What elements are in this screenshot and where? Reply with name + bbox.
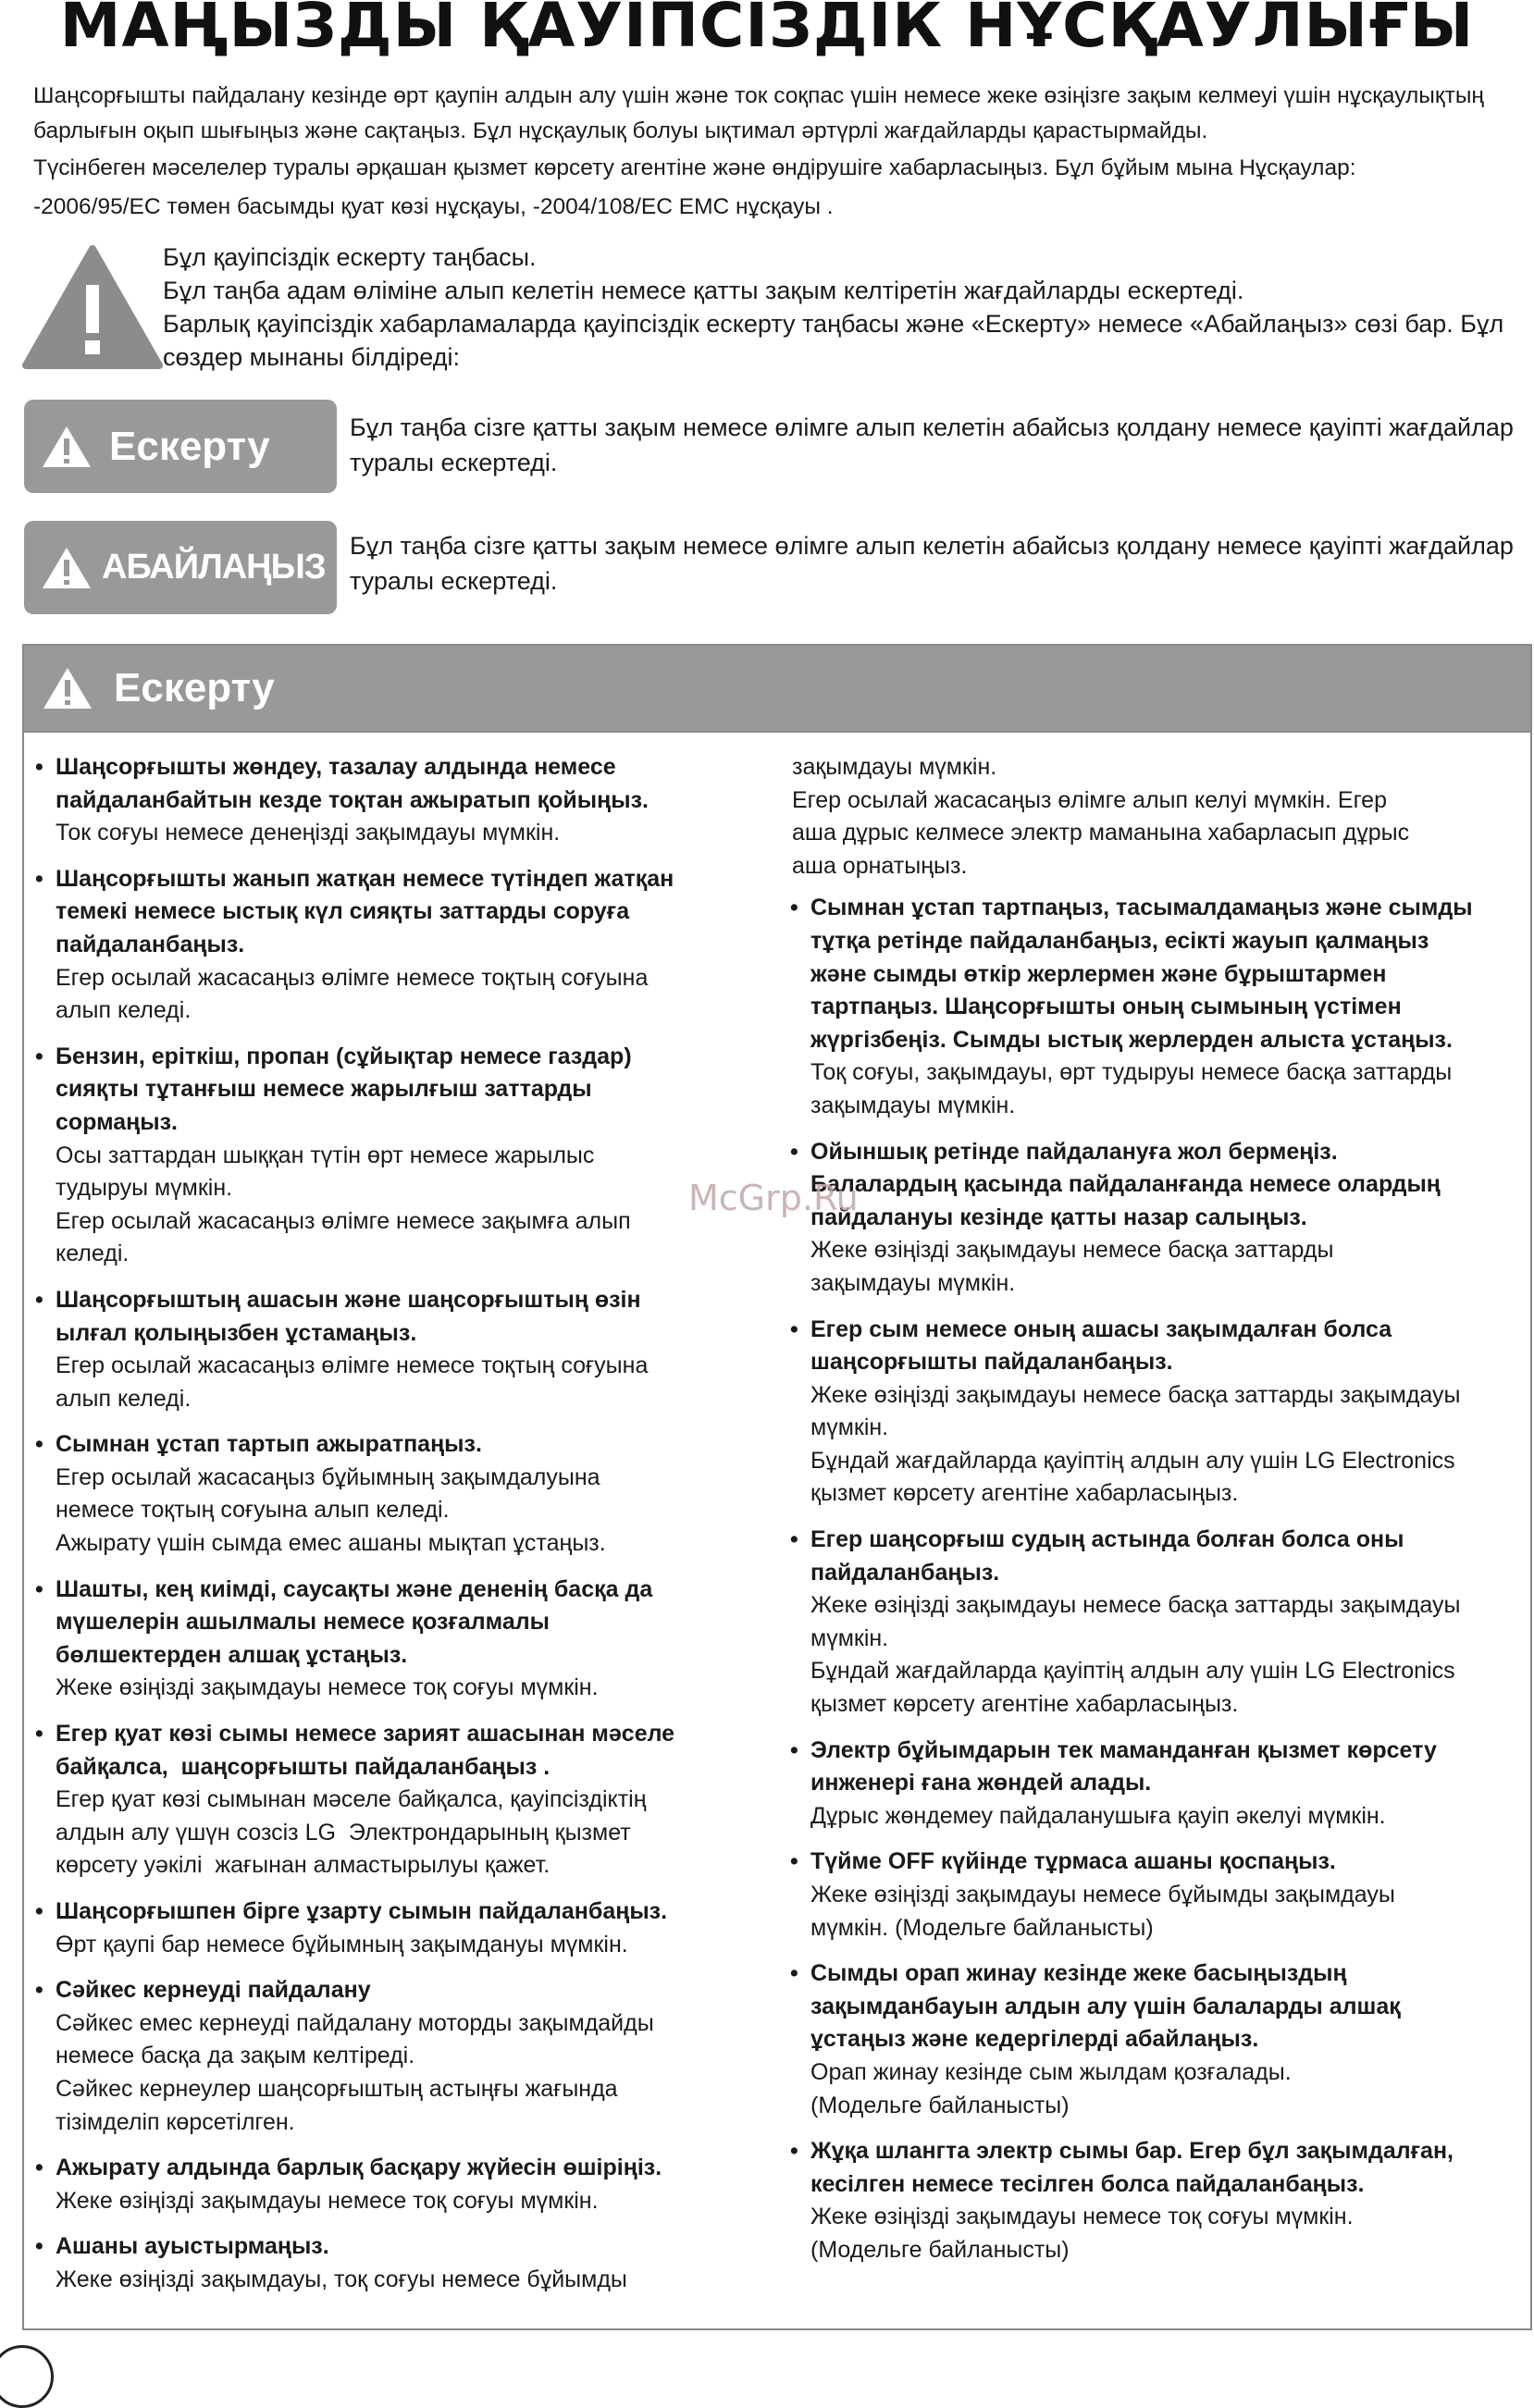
item-heading: Жұқа шлангта электр сымы бар. Егер бұл зақымдалған, кесілген немесе тесілген болса пайдаланбаңыз. bbox=[810, 2138, 1454, 2197]
item-heading: Егер шаңсорғыш судың астында болған болса оны пайдаланбаңыз. bbox=[810, 1526, 1404, 1586]
left-column bbox=[35, 751, 775, 2310]
item-body: Егер қуат көзі сымынан мәселе байқалса, қауіпсіздіктің алдын алу үшүн созсіз LG Электрондарының қызмет көрсету уәкілі жағынан алмастырылуы қажет. bbox=[56, 1786, 647, 1879]
item-body: Жеке өзіңізді зақымдауы немесе басқа заттарды зақымдауы мүмкін. Бұндай жағдайларда қауіптің алдын алу үшін LG Electronics қызмет көрсету агентіне хабарласыңыз. bbox=[810, 1592, 1461, 1718]
intro-text-2 bbox=[33, 151, 1514, 186]
bullet-icon: • bbox=[35, 2233, 43, 2260]
item-body: Дұрыс жөндемеу пайдаланушыға қауіп әкелуі мүмкін. bbox=[810, 1802, 1386, 1829]
triangle-description bbox=[163, 241, 1523, 374]
bullet-icon: • bbox=[35, 865, 43, 892]
bullet-icon: • bbox=[35, 1977, 43, 2004]
bullet-icon: • bbox=[790, 1526, 798, 1553]
bullet-icon: • bbox=[790, 2138, 798, 2165]
bullet-icon: • bbox=[35, 754, 43, 780]
item-body: Жеке өзіңізді зақымдауы немесе басқа заттарды зақымдауы мүмкін. Бұндай жағдайларда қауіптің алдын алу үшін LG Electronics қызмет көрсету агентіне хабарласыңыз. bbox=[810, 1381, 1461, 1507]
item-body: Ток соғуы немесе денеңізді зақымдауы мүмкін. bbox=[56, 820, 561, 846]
item-heading: Сымнан ұстап тартпаңыз, тасымалдамаңыз және сымды тұтқа ретінде пайдаланбаңыз, есікті жауып қалмаңыз және сымды өткір жерлермен және бұрыштармен тартпаңыз. Шаңсорғышты оның сымының үстімен жүргізбеңіз. Сымды ыстық жерлерден алыста ұстаңыз. bbox=[810, 895, 1473, 1053]
item-heading: Егер сым немесе оның ашасы зақымдалған болса шаңсорғышты пайдаланбаңыз. bbox=[810, 1315, 1392, 1376]
list-item bbox=[35, 1041, 775, 1271]
item-heading: Шаңсорғышты жөндеу, тазалау алдында немесе пайдаланбайтын кезде тоқтан ажыратып қойыңыз. bbox=[56, 754, 649, 813]
list-item bbox=[790, 892, 1521, 1122]
item-heading: Сымнан ұстап тартып ажыратпаңыз. bbox=[56, 1431, 482, 1458]
bullet-icon: • bbox=[35, 1898, 43, 1924]
intro-text bbox=[33, 79, 1514, 149]
list-item bbox=[35, 2152, 775, 2217]
page-title: МАҢЫЗДЫ ҚАУІПСІЗДІК НҰСҚАУЛЫҒЫ bbox=[59, 0, 1475, 61]
item-heading: Егер қуат көзі сымы немесе зарият ашасынан мәселе байқалса, шаңсорғышты пайдаланбаңыз . bbox=[56, 1721, 675, 1780]
list-item bbox=[35, 863, 775, 1028]
warning-box-title: Ескерту bbox=[114, 665, 275, 710]
item-body: Өрт қаупі бар немесе бұйымның зақымдануы мүмкін. bbox=[56, 1931, 628, 1957]
warning-signal-label: Ескерту bbox=[109, 423, 270, 469]
list-item bbox=[35, 1974, 775, 2139]
list-item bbox=[35, 1284, 775, 1415]
item-heading: Электр бұйымдарын тек маманданған қызмет көрсету инженері ғана жөндей алады. bbox=[810, 1736, 1437, 1797]
bullet-icon: • bbox=[790, 1960, 798, 1987]
item-heading: Ажырату алдында барлық басқару жүйесін өшіріңіз. bbox=[56, 2155, 662, 2181]
bullet-icon: • bbox=[790, 1315, 798, 1342]
item-heading: Шаңсорғыштың ашасын және шаңсорғыштың өзін ылғал қолыңызбен ұстамаңыз. bbox=[56, 1286, 641, 1346]
bullet-icon: • bbox=[790, 1848, 798, 1875]
list-item bbox=[790, 2135, 1521, 2266]
bullet-icon: • bbox=[35, 1431, 43, 1458]
item-body: Жеке өзіңізді зақымдауы немесе тоқ соғуы мүмкін. bbox=[56, 2187, 599, 2214]
intro-paragraph-2: Түсінбеген мәселелер туралы әрқашан қызмет көрсету агентіне және өндірушіге хабарласыңыз. Бұл бұйым мына Нұсқаулар: bbox=[33, 155, 1356, 180]
caution-signal-label: АБАЙЛАҢЫЗ bbox=[102, 548, 326, 587]
list-item bbox=[790, 1314, 1521, 1512]
bullet-icon: • bbox=[35, 1286, 43, 1313]
warning-triangle-icon bbox=[41, 545, 93, 591]
triangle-desc-line: Бұл таңба адам өліміне алып келетін немесе қатты зақым келтіретін жағдайларды ескертеді. bbox=[163, 277, 1244, 304]
warning-triangle-icon bbox=[42, 665, 93, 711]
item-heading: Шаңсорғышты жанып жатқан немесе түтіндеп жатқан темекі немесе ыстық күл сияқты заттарды соруға пайдаланбаңыз. bbox=[56, 865, 674, 957]
page-number-circle bbox=[0, 2345, 54, 2408]
item-body: Егер осылай жасасаңыз өлімге немесе тоқтың соғуына алып келеді. bbox=[56, 964, 649, 1024]
triangle-desc-line: Барлық қауіпсіздік хабарламаларда қауіпсіздік ескерту таңбасы және «Ескерту» немесе «Абайлаңыз» сөзі бар. Бұл сөздер мынаны білдіреді: bbox=[163, 310, 1504, 371]
bullet-icon: • bbox=[35, 1575, 43, 1602]
warning-box-header bbox=[22, 644, 1532, 733]
item-body: Осы заттардан шыққан түтін өрт немесе жарылыс тудыруы мүмкін. Егер осылай жасасаңыз өлімге немесе зақымға алып келеді. bbox=[56, 1142, 631, 1267]
item-body: Тоқ соғуы, зақымдауы, өрт тудыруы немесе басқа заттарды зақымдауы мүмкін. bbox=[810, 1059, 1453, 1118]
bullet-icon: • bbox=[35, 1043, 43, 1069]
list-item bbox=[35, 1896, 775, 1961]
continued-text: зақымдауы мүмкін. Егер осылай жасасаңыз өлімге алып келуі мүмкін. Егер аша дұрыс келмесе электр маманына хабарласып дұрыс аша орнатыңыз. bbox=[792, 754, 1410, 879]
list-item bbox=[790, 1957, 1521, 2122]
list-item bbox=[790, 1524, 1521, 1722]
item-body: Жеке өзіңізді зақымдауы немесе тоқ соғуы мүмкін. (Модельге байланысты) bbox=[810, 2204, 1354, 2263]
right-column bbox=[790, 751, 1521, 2280]
bullet-icon: • bbox=[790, 895, 798, 921]
warning-triangle-icon bbox=[41, 424, 93, 470]
list-item bbox=[35, 1718, 775, 1883]
item-body: Орап жинау кезінде сым жылдам қозғалады. (Модельге байланысты) bbox=[810, 2058, 1292, 2118]
intro-paragraph-3: -2006/95/ЕС төмен басымды қуат көзі нұсқауы, -2004/108/ЕС ЕМС нұсқауы . bbox=[33, 194, 834, 219]
item-body: Жеке өзіңізді зақымдауы, тоқ соғуы немесе бұйымды bbox=[56, 2266, 627, 2292]
bullet-icon: • bbox=[790, 1736, 798, 1763]
item-body: Жеке өзіңізді зақымдауы немесе бұйымды зақымдауы мүмкін. (Модельге байланысты) bbox=[810, 1882, 1395, 1941]
bullet-icon: • bbox=[35, 1721, 43, 1747]
intro-text-3 bbox=[33, 190, 1514, 225]
list-item bbox=[35, 751, 775, 850]
item-body: Жеке өзіңізді зақымдауы немесе тоқ соғуы мүмкін. bbox=[56, 1674, 599, 1701]
list-item bbox=[790, 1735, 1521, 1834]
list-item bbox=[790, 1136, 1521, 1301]
item-body: Жеке өзіңізді зақымдауы немесе басқа заттарды зақымдауы мүмкін. bbox=[810, 1237, 1334, 1296]
warning-triangle-icon bbox=[22, 243, 163, 371]
item-body: Егер осылай жасасаңыз бұйымның зақымдалуына немесе тоқтың соғуына алып келеді. Ажырату үшін сымда емес ашаны мықтап ұстаңыз. bbox=[56, 1463, 606, 1557]
list-item bbox=[35, 1428, 775, 1560]
bullet-icon: • bbox=[790, 1138, 798, 1165]
item-heading: Ойыншық ретінде пайдалануға жол бермеңіз. Балалардың қасында пайдаланғанда немесе олардың пайдалануы кезінде қатты назар салыңыз. bbox=[810, 1138, 1441, 1230]
item-body: Сәйкес емес кернеуді пайдалану моторды зақымдайды немесе басқа да зақым келтіреді. Сәйкес кернеулер шаңсорғыштың астыңғы жағында тізімделіп көрсетілген. bbox=[56, 2009, 654, 2135]
warning-signal-desc: Бұл таңба сізге қатты зақым немесе өлімге алып келетін абайсыз қолдану немесе қауіпті жағдайлар туралы ескертеді. bbox=[350, 414, 1514, 476]
item-heading: Шашты, кең киімді, саусақты және дененің басқа да мүшелерін ашылмалы немесе қозғалмалы бөлшектерден алшақ ұстаңыз. bbox=[56, 1575, 653, 1668]
warning-signal-badge bbox=[24, 400, 337, 493]
intro-paragraph-1: Шаңсорғышты пайдалану кезінде өрт қаупін алдын алу үшін және ток соқпас үшін немесе жеке өзіңізге зақым келмеуі үшін нұсқаулықтың барлығын оқып шығыңыз және сақтаңыз. Бұл нұсқаулық болуы ықтимал әртүрлі жағдайларды қарастырмайды. bbox=[33, 83, 1484, 143]
bullet-icon: • bbox=[35, 2155, 43, 2181]
watermark: McGrp.Ru bbox=[688, 1178, 859, 1218]
caution-signal-desc: Бұл таңба сізге қатты зақым немесе өлімге алып келетін абайсыз қолдану немесе қауіпті жағдайлар туралы ескертеді. bbox=[350, 532, 1514, 595]
triangle-desc-line: Бұл қауіпсіздік ескерту таңбасы. bbox=[163, 243, 537, 271]
item-heading: Сымды орап жинау кезінде жеке басыңыздың зақымданбауын алдын алу үшін балаларды алшақ ұстаңыз және кедергілерді абайлаңыз. bbox=[810, 1960, 1401, 2053]
item-heading: Түйме OFF күйінде тұрмаса ашаны қоспаңыз. bbox=[810, 1848, 1336, 1875]
caution-signal-badge bbox=[24, 521, 337, 614]
item-heading: Ашаны ауыстырмаңыз. bbox=[56, 2233, 329, 2260]
item-body: Егер осылай жасасаңыз өлімге немесе тоқтың соғуына алып келеді. bbox=[56, 1352, 649, 1412]
list-item bbox=[35, 2230, 775, 2296]
item-heading: Бензин, еріткіш, пропан (сұйықтар немесе газдар) сияқты тұтанғыш немесе жарылғыш заттарды сормаңыз. bbox=[56, 1043, 632, 1135]
list-item bbox=[790, 1846, 1521, 1945]
item-heading: Сәйкес кернеуді пайдалану bbox=[56, 1977, 371, 2004]
item-heading: Шаңсорғышпен бірге ұзарту сымын пайдаланбаңыз. bbox=[56, 1898, 668, 1924]
list-item bbox=[35, 1574, 775, 1705]
